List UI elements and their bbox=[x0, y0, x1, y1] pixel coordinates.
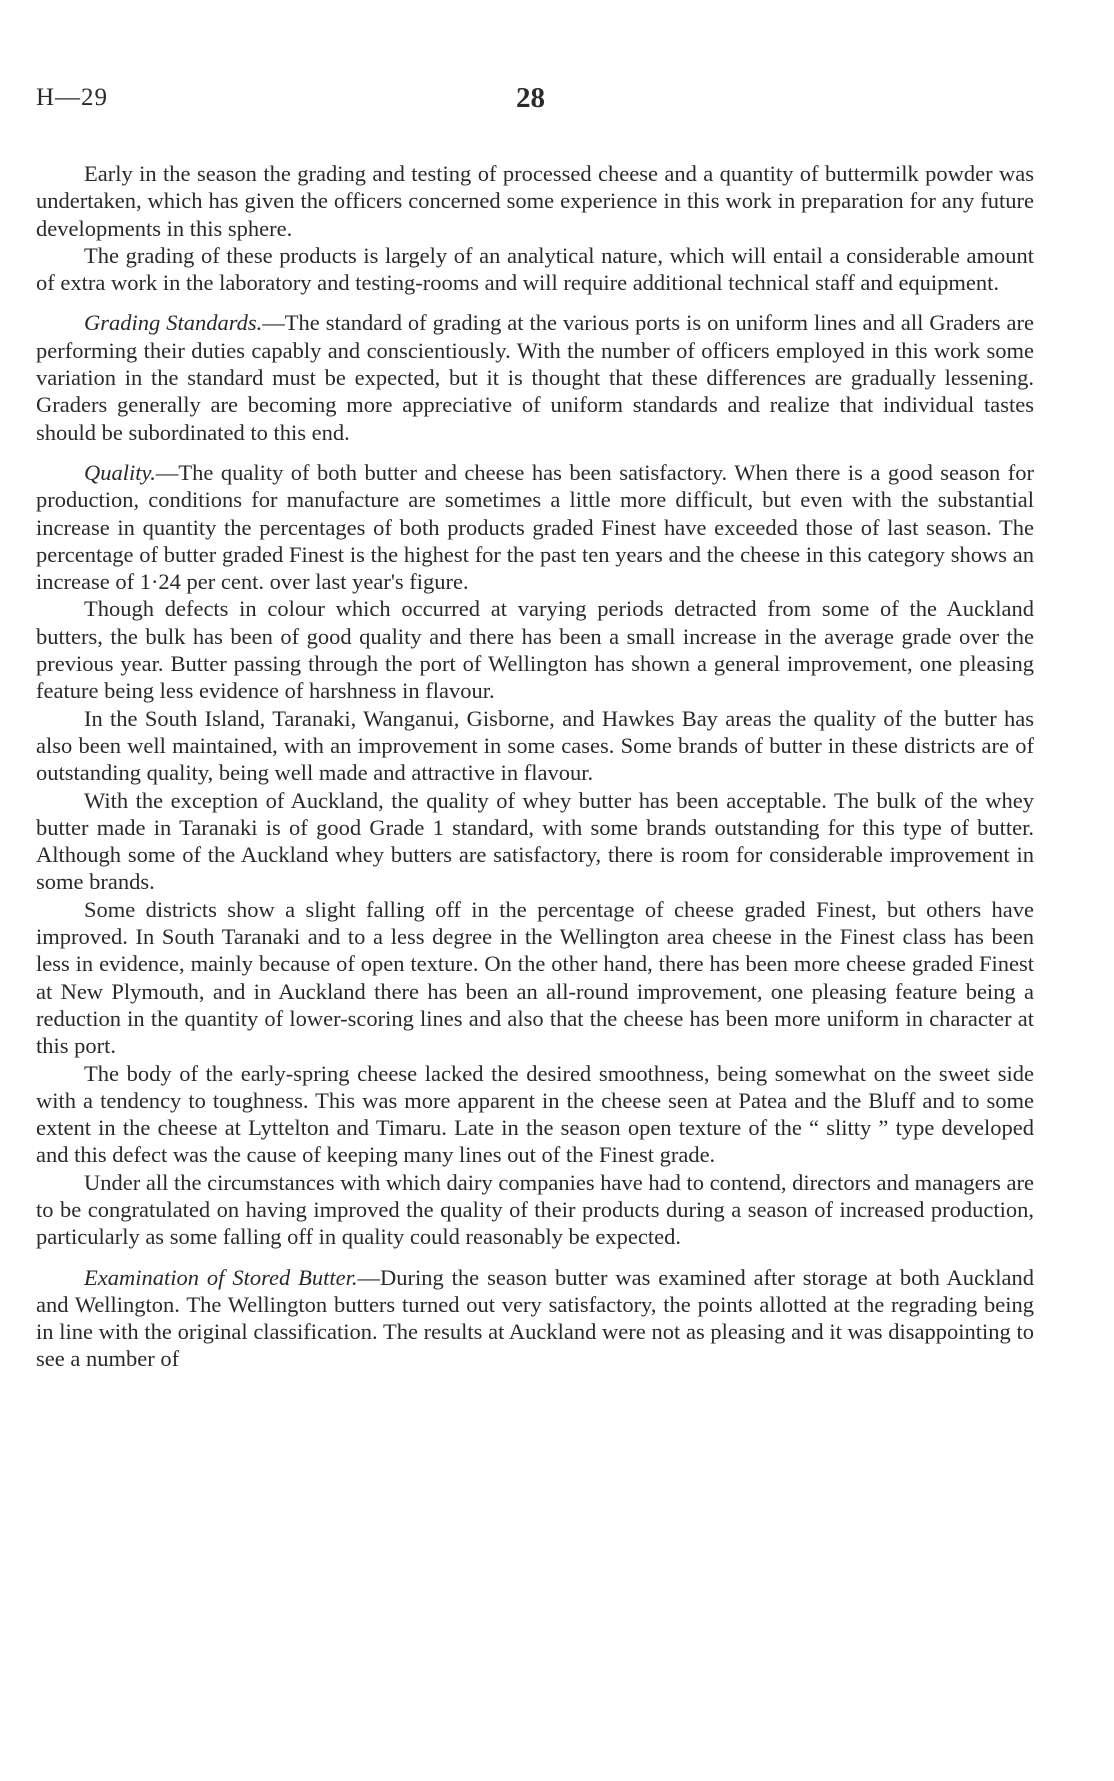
paragraph bbox=[36, 705, 1034, 787]
paragraph bbox=[36, 1060, 1034, 1169]
paragraph bbox=[36, 242, 1034, 297]
paragraph-text: In the South Island, Taranaki, Wanganui, Gisborne, and Hawkes Bay areas the quality of the butter has also been well maintained, with an improvement in some cases. Some brands of butter in these districts are of outstanding quality, being well made and attractive in flavour. bbox=[36, 705, 1034, 786]
paragraph-text: —The standard of grading at the various ports is on uniform lines and all Graders are performing their duties capably and conscientiously. With the number of officers employed in this work some variation in the standard must be expected, but it is thought that these differences are gradually lessening. Graders generally are becoming more appreciative of uniform standards and realize that individual tastes should be subordinated to this end. bbox=[36, 310, 1034, 445]
paragraph bbox=[36, 1169, 1034, 1251]
document-code: H—29 bbox=[36, 84, 109, 111]
paragraph-text: Early in the season the grading and testing of processed cheese and a quantity of buttermilk powder was undertaken, which has given the officers concerned some experience in this work in preparation for any future developments in this sphere. bbox=[36, 161, 1034, 241]
paragraph-text: The grading of these products is largely of an analytical nature, which will entail a considerable amount of extra work in the laboratory and testing-rooms and will require additional technical staff and equipment. bbox=[36, 242, 1034, 296]
body-text bbox=[36, 160, 1034, 1373]
paragraph bbox=[36, 160, 1034, 242]
paragraph-text: With the exception of Auckland, the quality of whey butter has been acceptable. The bulk of the whey butter made in Taranaki is of good Grade 1 standard, with some brands outstanding for this type of butter. Although some of the Auckland whey butters are satisfactory, there is room for considerable improvement in some brands. bbox=[36, 787, 1034, 895]
paragraph bbox=[36, 459, 1034, 595]
section-heading: Examination of Stored Butter. bbox=[84, 1264, 358, 1290]
page-number: 28 bbox=[516, 82, 545, 114]
page-header bbox=[36, 84, 1036, 124]
paragraph-text: Under all the circumstances with which dairy companies have had to contend, directors and managers are to be congratulated on having improved the quality of their products during a season of increased production, particularly as some falling off in quality could reasonably be expected. bbox=[36, 1169, 1034, 1250]
paragraph-text: Though defects in colour which occurred at varying periods detracted from some of the Auckland butters, the bulk has been of good quality and there has been a small increase in the average grade over the previous year. Butter passing through the port of Wellington has shown a general improvement, one pleasing feature being less evidence of harshness in flavour. bbox=[36, 596, 1034, 704]
section-heading: Grading Standards. bbox=[84, 310, 263, 336]
paragraph-text: —During the season butter was examined after storage at both Auckland and Wellington. The Wellington butters turned out very satisfactory, the points allotted at the regrading being in line with the original classification. The results at Auckland were not as pleasing and it was disappointing to see a number of bbox=[36, 1264, 1034, 1372]
section-heading: Quality. bbox=[84, 459, 156, 485]
paragraph bbox=[36, 896, 1034, 1060]
paragraph bbox=[36, 595, 1034, 704]
paragraph-text: Some districts show a slight falling off in the percentage of cheese graded Finest, but others have improved. In South Taranaki and to a less degree in the Wellington area cheese in the Finest class has been less in evidence, mainly because of open texture. On the other hand, there has been more cheese graded Finest at New Plymouth, and in Auckland there has been an all-round improvement, one pleasing feature being a reduction in the quantity of lower-scoring lines and also that the cheese has been more uniform in character at this port. bbox=[36, 896, 1034, 1059]
paragraph-text: The body of the early-spring cheese lacked the desired smoothness, being somewhat on the sweet side with a tendency to toughness. This was more apparent in the cheese seen at Patea and the Bluff and to some extent in the cheese at Lyttelton and Timaru. Late in the season open texture of the “ slitty ” type developed and this defect was the cause of keeping many lines out of the Finest grade. bbox=[36, 1060, 1034, 1168]
paragraph-text: —The quality of both butter and cheese has been satisfactory. When there is a good season for production, conditions for manufacture are sometimes a little more difficult, but even with the substantial increase in quantity the percentages of both products graded Finest have exceeded those of last season. The percentage of butter graded Finest is the highest for the past ten years and the cheese in this category shows an increase of 1·24 per cent. over last year's figure. bbox=[36, 459, 1034, 595]
paragraph bbox=[36, 309, 1034, 445]
paragraph bbox=[36, 1264, 1034, 1373]
paragraph bbox=[36, 787, 1034, 896]
